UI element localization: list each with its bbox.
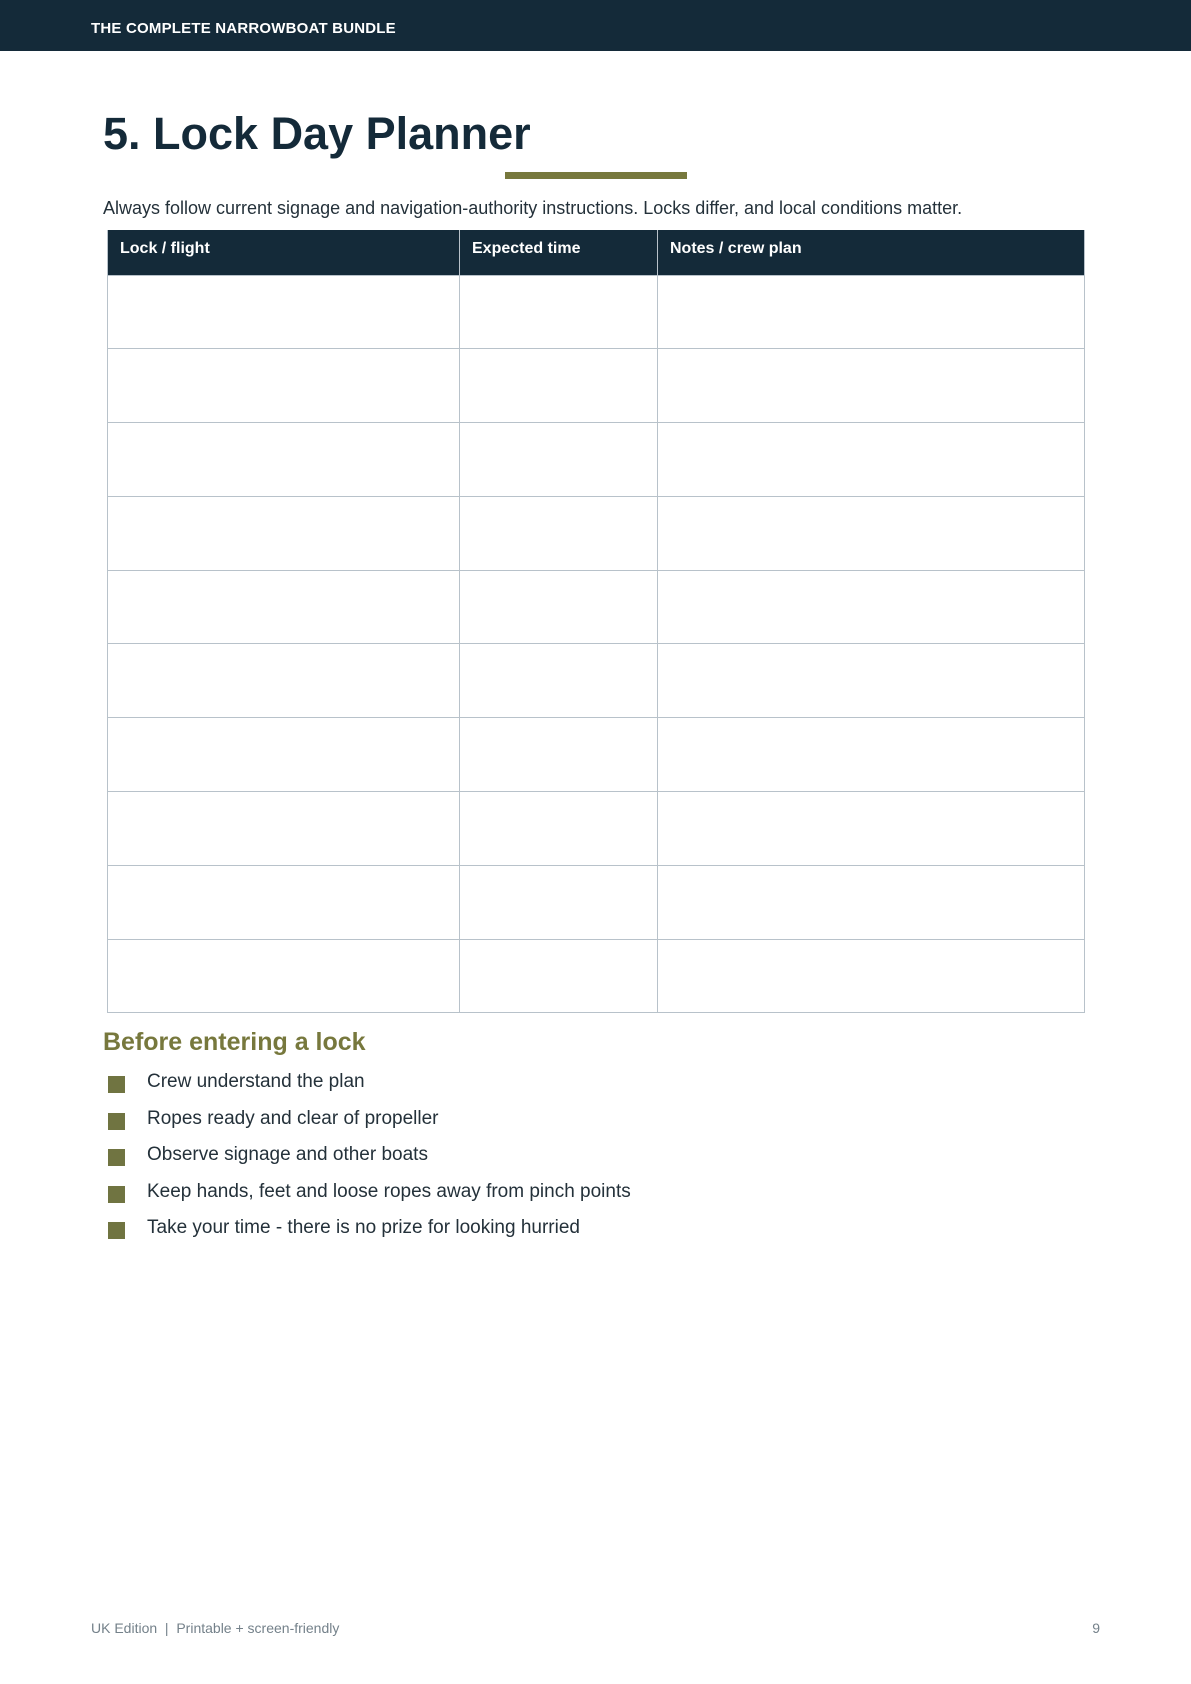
checklist-item <box>108 1143 631 1180</box>
table-row <box>108 275 1085 349</box>
column-header-lock-flight: Lock / flight <box>108 230 460 275</box>
notes-crew-plan-cell[interactable] <box>658 718 1085 792</box>
table-row <box>108 570 1085 644</box>
lock-flight-cell[interactable] <box>108 644 460 718</box>
expected-time-cell[interactable] <box>460 939 658 1013</box>
lock-flight-cell[interactable] <box>108 792 460 866</box>
lock-flight-cell[interactable] <box>108 349 460 423</box>
lock-flight-cell[interactable] <box>108 423 460 497</box>
page-title: 5. Lock Day Planner <box>103 108 531 159</box>
title-accent-rule <box>505 172 687 179</box>
table-row <box>108 865 1085 939</box>
checkbox[interactable] <box>108 1222 125 1239</box>
lock-flight-cell[interactable] <box>108 496 460 570</box>
bundle-title: THE COMPLETE NARROWBOAT BUNDLE <box>91 20 396 37</box>
table-row <box>108 349 1085 423</box>
notes-crew-plan-cell[interactable] <box>658 792 1085 866</box>
table-header <box>108 230 1085 275</box>
checklist-item <box>108 1180 631 1217</box>
notes-crew-plan-cell[interactable] <box>658 423 1085 497</box>
checkbox[interactable] <box>108 1149 125 1166</box>
page-number: 9 <box>1092 1620 1100 1636</box>
expected-time-cell[interactable] <box>460 275 658 349</box>
column-header-notes-crew-plan: Notes / crew plan <box>658 230 1085 275</box>
table-row <box>108 939 1085 1013</box>
lock-flight-cell[interactable] <box>108 865 460 939</box>
notes-crew-plan-cell[interactable] <box>658 496 1085 570</box>
page-header-bar <box>0 0 1191 51</box>
expected-time-cell[interactable] <box>460 570 658 644</box>
table-row <box>108 423 1085 497</box>
lock-entry-checklist <box>108 1070 631 1253</box>
expected-time-cell[interactable] <box>460 496 658 570</box>
table-row <box>108 496 1085 570</box>
table-row <box>108 792 1085 866</box>
table-row <box>108 644 1085 718</box>
checkbox[interactable] <box>108 1076 125 1093</box>
table-header-row <box>108 230 1085 275</box>
checklist-item-label: Ropes ready and clear of propeller <box>147 1107 439 1129</box>
checklist-heading: Before entering a lock <box>103 1028 366 1056</box>
footer-edition-text: UK Edition | Printable + screen-friendly <box>91 1620 340 1636</box>
checkbox[interactable] <box>108 1113 125 1130</box>
lock-planner-table <box>107 230 1085 1013</box>
notes-crew-plan-cell[interactable] <box>658 570 1085 644</box>
lock-flight-cell[interactable] <box>108 718 460 792</box>
notes-crew-plan-cell[interactable] <box>658 865 1085 939</box>
lock-flight-cell[interactable] <box>108 275 460 349</box>
expected-time-cell[interactable] <box>460 349 658 423</box>
table-body <box>108 275 1085 1013</box>
checkbox[interactable] <box>108 1186 125 1203</box>
expected-time-cell[interactable] <box>460 423 658 497</box>
checklist-item-label: Observe signage and other boats <box>147 1144 428 1165</box>
checklist-item-label: Take your time - there is no prize for looking hurried <box>147 1217 580 1238</box>
checklist-item-label: Crew understand the plan <box>147 1071 365 1092</box>
lock-flight-cell[interactable] <box>108 570 460 644</box>
checklist-item <box>108 1216 631 1253</box>
notes-crew-plan-cell[interactable] <box>658 349 1085 423</box>
lock-flight-cell[interactable] <box>108 939 460 1013</box>
intro-text: Always follow current signage and navigation-authority instructions. Locks differ, and local conditions matter. <box>103 198 963 218</box>
notes-crew-plan-cell[interactable] <box>658 644 1085 718</box>
notes-crew-plan-cell[interactable] <box>658 939 1085 1013</box>
checklist-item-label: Keep hands, feet and loose ropes away from pinch points <box>147 1180 631 1202</box>
checklist-item <box>108 1107 631 1144</box>
expected-time-cell[interactable] <box>460 718 658 792</box>
notes-crew-plan-cell[interactable] <box>658 275 1085 349</box>
expected-time-cell[interactable] <box>460 792 658 866</box>
expected-time-cell[interactable] <box>460 644 658 718</box>
expected-time-cell[interactable] <box>460 865 658 939</box>
table-row <box>108 718 1085 792</box>
checklist-item <box>108 1070 631 1107</box>
column-header-expected-time: Expected time <box>460 230 658 275</box>
